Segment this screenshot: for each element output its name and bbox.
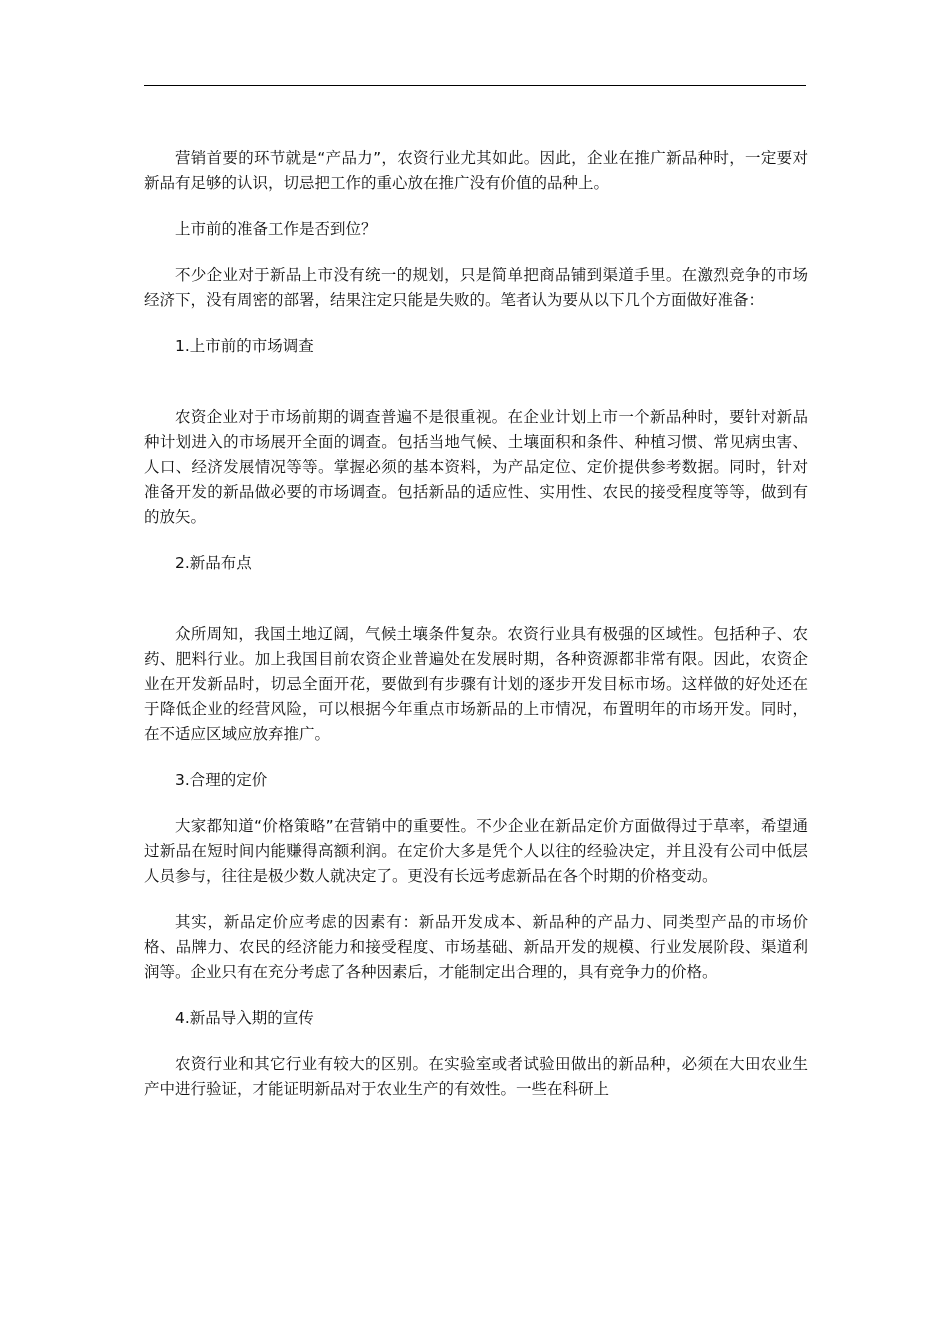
paragraph-promotion: 农资行业和其它行业有较大的区别。在实验室或者试验田做出的新品种，必须在大田农业生产中进行验证，才能证明新品对于农业生产的有效性。一些在科研上	[144, 1055, 808, 1098]
paragraph-preparation: 不少企业对于新品上市没有统一的规划，只是简单把商品铺到渠道手里。在激烈竞争的市场经济下，没有周密的部署，结果注定只能是失败的。笔者认为要从以下几个方面做好准备：	[144, 266, 808, 309]
paragraph-intro: 营销首要的环节就是“产品力”，农资行业尤其如此。因此，企业在推广新品种时，一定要对新品有足够的认识，切忌把工作的重心放在推广没有价值的品种上。	[144, 149, 808, 192]
paragraph-pricing-factors: 其实，新品定价应考虑的因素有：新品开发成本、新品种的产品力、同类型产品的市场价格、品牌力、农民的经济能力和接受程度、市场基础、新品开发的规模、行业发展阶段、渠道利润等。企业只有在充分考虑了各种因素后，才能制定出合理的，具有竞争力的价格。	[144, 913, 808, 981]
heading-promotion: 4.新品导入期的宣传	[175, 1009, 314, 1027]
paragraph-new-product-placement: 众所周知，我国土地辽阔，气候土壤条件复杂。农资行业具有极强的区域性。包括种子、农药、肥料行业。加上我国目前农资企业普遍处在发展时期，各种资源都非常有限。因此，农资企业在开发新品时，切忌全面开花，要做到有步骤有计划的逐步开发目标市场。这样做的好处还在于降低企业的经营风险，可以根据今年重点市场新品的上市情况，布置明年的市场开发。同时，在不适应区域应放弃推广。	[144, 625, 808, 743]
heading-market-research: 1.上市前的市场调查	[175, 337, 314, 355]
heading-new-product-placement: 2.新品布点	[175, 554, 252, 572]
heading-preparation: 上市前的准备工作是否到位？	[175, 220, 377, 238]
heading-pricing: 3.合理的定价	[175, 771, 268, 789]
paragraph-pricing: 大家都知道“价格策略”在营销中的重要性。不少企业在新品定价方面做得过于草率，希望通过新品在短时间内能赚得高额利润。在定价大多是凭个人以往的经验决定，并且没有公司中低层人员参与，往往是极少数人就决定了。更没有长远考虑新品在各个时期的价格变动。	[144, 817, 808, 885]
paragraph-market-research: 农资企业对于市场前期的调查普遍不是很重视。在企业计划上市一个新品种时，要针对新品种计划进入的市场展开全面的调查。包括当地气候、土壤面积和条件、种植习惯、常见病虫害、人口、经济发展情况等等。掌握必须的基本资料，为产品定位、定价提供参考数据。同时，针对准备开发的新品做必要的市场调查。包括新品的适应性、实用性、农民的接受程度等等，做到有的放矢。	[144, 408, 808, 526]
header-rule	[144, 85, 806, 86]
document-body	[144, 146, 808, 1102]
